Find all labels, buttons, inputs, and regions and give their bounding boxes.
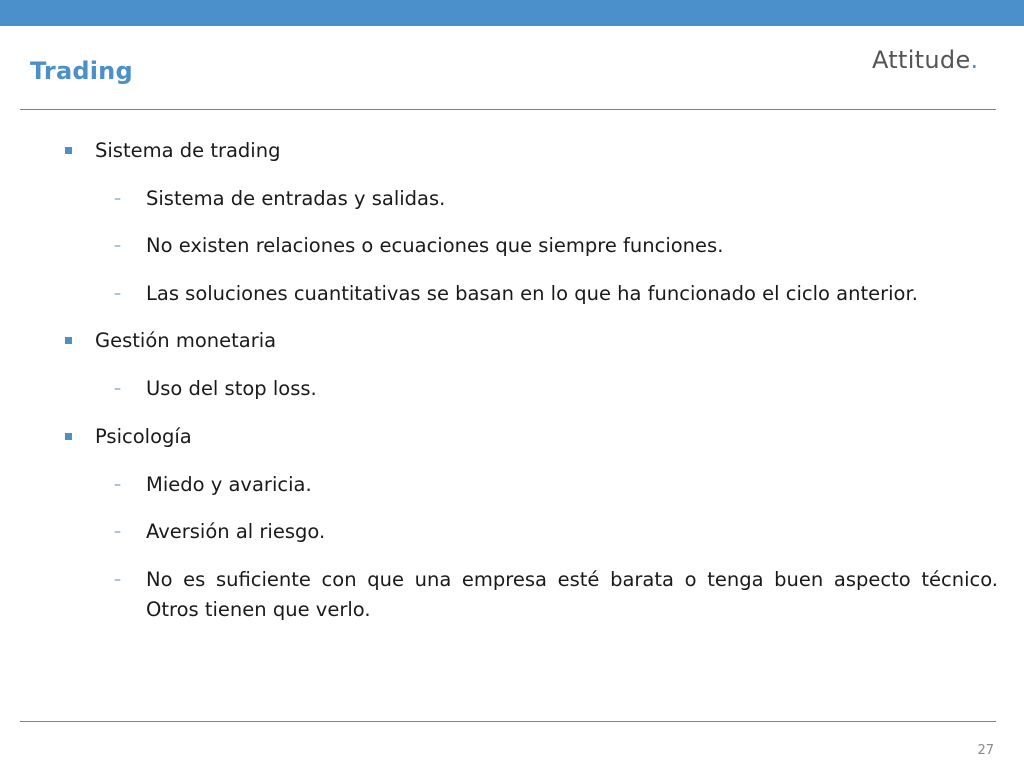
square-bullet-icon bbox=[65, 433, 72, 440]
list-item-text: Uso del stop loss. bbox=[146, 377, 317, 400]
page-number: 27 bbox=[977, 743, 994, 758]
list-item bbox=[114, 279, 998, 309]
slide-title: Trading bbox=[30, 57, 133, 85]
list-item bbox=[114, 470, 998, 500]
list-item bbox=[95, 326, 276, 356]
dash-bullet-icon: – bbox=[114, 238, 121, 254]
list-item-text: No es suficiente con que una empresa esté barata o tenga buen aspecto técnico. Otros tienen que verlo. bbox=[146, 568, 998, 621]
list-item bbox=[114, 184, 998, 214]
list-item-text: Sistema de trading bbox=[95, 139, 281, 162]
list-item-text: Gestión monetaria bbox=[95, 329, 277, 352]
dash-bullet-icon: – bbox=[114, 477, 121, 493]
dash-bullet-icon: – bbox=[114, 572, 121, 588]
list-item-text: Miedo y avaricia. bbox=[146, 473, 312, 496]
dash-bullet-icon: – bbox=[114, 381, 121, 397]
list-item-text: Aversión al riesgo. bbox=[146, 520, 326, 543]
list-item bbox=[114, 231, 998, 261]
list-item bbox=[95, 422, 192, 452]
logo-dot: . bbox=[970, 46, 979, 74]
list-item bbox=[114, 374, 998, 404]
square-bullet-icon bbox=[65, 337, 72, 344]
list-item bbox=[114, 517, 998, 547]
list-item-text: Las soluciones cuantitativas se basan en lo que ha funcionado el ciclo anterior. bbox=[146, 282, 918, 305]
square-bullet-icon bbox=[65, 147, 72, 154]
dash-bullet-icon: – bbox=[114, 524, 121, 540]
dash-bullet-icon: – bbox=[114, 191, 121, 207]
list-item-text: Sistema de entradas y salidas. bbox=[146, 187, 446, 210]
list-item-text: No existen relaciones o ecuaciones que siempre funciones. bbox=[146, 234, 724, 257]
list-item-text: Psicología bbox=[95, 425, 192, 448]
dash-bullet-icon: – bbox=[114, 286, 121, 302]
list-item bbox=[114, 565, 998, 625]
list-item bbox=[95, 136, 280, 166]
logo-text: Attitude bbox=[872, 46, 971, 74]
footer-divider bbox=[20, 721, 996, 722]
